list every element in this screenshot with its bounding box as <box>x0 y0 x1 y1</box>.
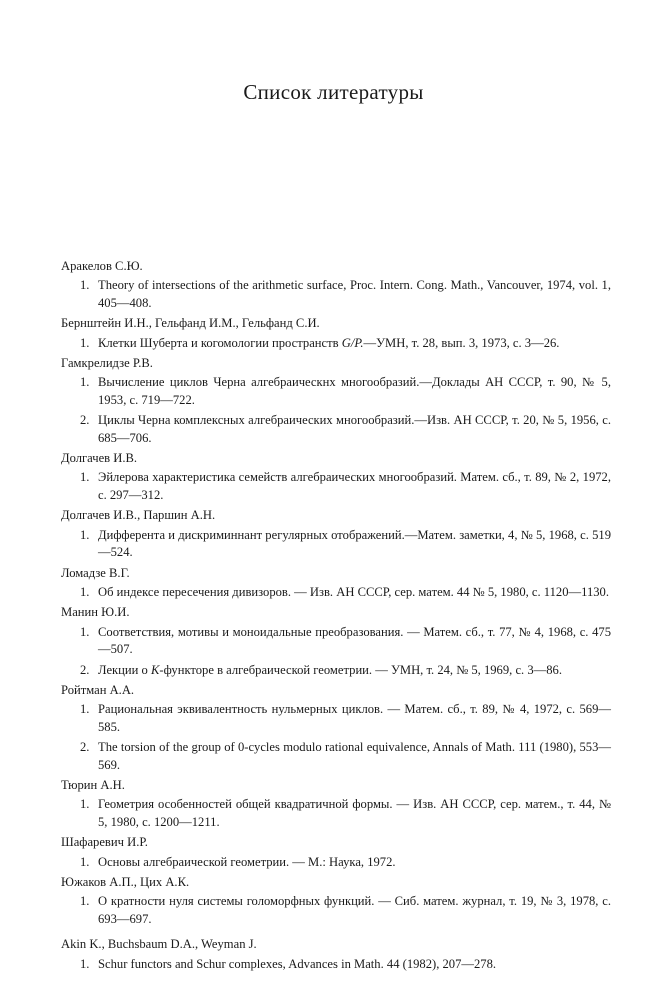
reference-text: Schur functors and Schur complexes, Advances in Math. 44 (1982), 207—278. <box>98 956 497 971</box>
reference-author: Южаков А.П., Цих А.К. <box>61 875 190 889</box>
reference-text <box>98 336 559 350</box>
reference-author: Тюрин А.Н. <box>61 777 125 792</box>
reference-entry <box>61 624 611 659</box>
reference-text-post: -функторе в алгебраической геометрии. — УМН, т. 24, № 5, 1969, с. 3—86. <box>159 662 562 677</box>
reference-author: Бернштейн И.Н., Гельфанд И.М., Гельфанд С.И. <box>61 316 320 331</box>
reference-entry <box>61 412 611 447</box>
reference-author: Ройтман А.А. <box>61 682 135 697</box>
reference-number: 1. <box>80 375 90 390</box>
reference-text: Theory of intersections of the arithmetic surface, Proc. Intern. Cong. Math., Vancouver, 1974, vol. 1, 405—408. <box>98 278 611 310</box>
reference-author: Шафаревич И.Р. <box>61 835 148 850</box>
reference-number: 1. <box>80 702 90 717</box>
reference-text: Основы алгебраической геометрии. — М.: Наука, 1972. <box>98 854 396 869</box>
reference-number: 1. <box>80 584 90 599</box>
reference-entry <box>61 335 611 352</box>
reference-entry <box>61 584 611 601</box>
page-title: Список литературы <box>243 80 424 104</box>
reference-number: 1. <box>80 335 90 350</box>
reference-entry <box>61 739 611 774</box>
reference-text: Вычисление циклов Черна алгебраическнх многообразий.—Доклады АН СССР, т. 90, № 5, 1953, с. 719—722. <box>98 375 611 407</box>
reference-text: Дифферента и дискриминнант регулярных отображений.—Матем. заметки, 4, № 5, 1968, с. 519—524. <box>98 527 611 560</box>
reference-entry <box>61 956 611 973</box>
reference-number: 1. <box>80 624 90 639</box>
reference-number: 1. <box>80 797 90 812</box>
reference-author: Аракелов С.Ю. <box>61 259 143 273</box>
reference-author: Долгачев И.В. <box>61 451 138 466</box>
reference-entry <box>61 469 611 504</box>
reference-number: 1. <box>80 956 90 971</box>
reference-text-pre: Клетки Шуберта и когомологии пространств <box>98 335 342 350</box>
reference-text-post: —УМН, т. 28, вып. 3, 1973, с. 3—26. <box>363 335 560 350</box>
reference-number: 1. <box>80 854 90 869</box>
reference-author: Манин Ю.И. <box>61 605 130 620</box>
reference-text <box>98 663 562 677</box>
reference-entry <box>61 277 611 312</box>
reference-entry <box>61 662 611 679</box>
reference-entry <box>61 527 611 562</box>
reference-number: 1. <box>80 527 90 542</box>
reference-text-italic: G/P. <box>341 335 364 350</box>
reference-entry <box>61 854 611 871</box>
reference-author: Akin K., Buchsbaum D.A., Weyman J. <box>61 937 257 952</box>
reference-number: 2. <box>80 740 90 755</box>
reference-entry <box>61 893 611 928</box>
reference-text: Эйлерова характеристика семейств алгебраических многообразий. Матем. сб., т. 89, № 2, 1972, с. 297—312. <box>98 470 611 502</box>
reference-number: 1. <box>80 470 90 485</box>
reference-list <box>61 258 611 976</box>
reference-text: Геометрия особенностей общей квадратичной формы. — Изв. АН СССР, сер. матем., т. 44, № 5, 1980, с. 1200—1211. <box>98 797 611 829</box>
reference-number: 1. <box>80 278 90 293</box>
reference-text-italic: K <box>150 662 160 677</box>
reference-entry <box>61 796 611 831</box>
reference-entry <box>61 374 611 409</box>
reference-text: Соответствия, мотивы и моноидальные преобразования. — Матем. сб., т. 77, № 4, 1968, с. 475—507. <box>98 624 611 657</box>
reference-text: Об индексе пересечения дивизоров. — Изв. АН СССР, сер. матем. 44 № 5, 1980, с. 1120—1130. <box>98 584 609 599</box>
reference-author: Ломадзе В.Г. <box>61 565 130 580</box>
reference-text: Циклы Черна комплексных алгебраических многообразий.—Изв. АН СССР, т. 20, № 5, 1956, с. 685—706. <box>98 413 611 445</box>
reference-text: Рациональная эквивалентность нульмерных циклов. — Матем. сб., т. 89, № 4, 1972, с. 569—585. <box>98 702 611 734</box>
reference-entry <box>61 701 611 736</box>
reference-text-pre: Лекции о <box>98 662 151 677</box>
reference-author: Гамкрелидзе Р.В. <box>61 356 153 371</box>
reference-text: The torsion of the group of 0-cycles modulo rational equivalence, Annals of Math. 111 (1980), 553—569. <box>98 740 611 772</box>
reference-number: 2. <box>80 662 90 677</box>
reference-number: 1. <box>80 894 90 909</box>
reference-text: О кратности нуля системы голоморфных функций. — Сиб. матем. журнал, т. 19, № 3, 1978, с. 693—697. <box>98 894 611 926</box>
reference-number: 2. <box>80 413 90 428</box>
reference-author: Долгачев И.В., Паршин А.Н. <box>61 508 216 523</box>
